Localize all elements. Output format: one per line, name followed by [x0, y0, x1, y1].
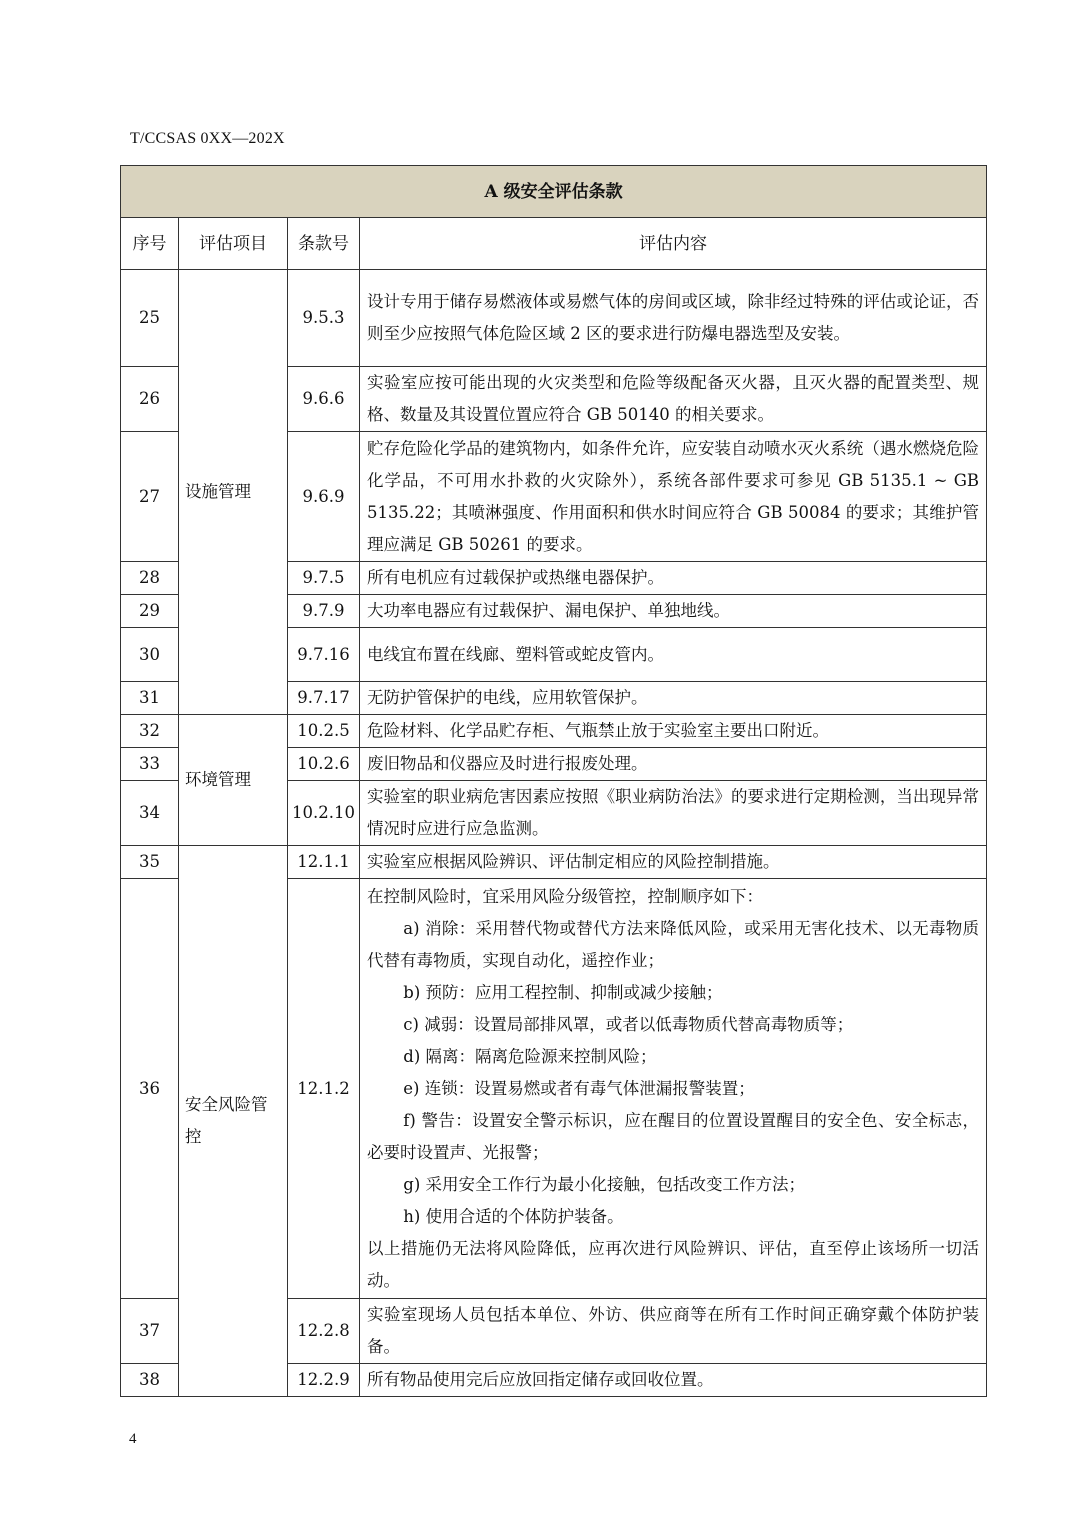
- table-row: [121, 715, 987, 748]
- content-paragraph: d) 隔离：隔离危险源来控制风险；: [403, 1046, 657, 1066]
- table-title-row: [121, 166, 987, 218]
- document-id: T/CCSAS 0XX—202X: [130, 130, 285, 147]
- page-number: 4: [129, 1431, 137, 1447]
- content-cell: [360, 1299, 987, 1364]
- content-cell: [360, 682, 987, 715]
- category-cell: 设施管理: [179, 270, 288, 715]
- clause-number: 10.2.5: [288, 715, 360, 748]
- column-header-clause: 条款号: [288, 218, 360, 270]
- content-cell: [360, 879, 987, 1299]
- content-cell: [360, 562, 987, 595]
- table-title: A 级安全评估条款: [121, 166, 987, 218]
- row-number: 36: [121, 879, 179, 1299]
- content-paragraph: 电线宜布置在线廊、塑料管或蛇皮管内。: [367, 644, 664, 664]
- content-paragraph: 所有物品使用完后应放回指定储存或回收位置。: [367, 1370, 714, 1389]
- content-cell: [360, 367, 987, 432]
- clause-number: 10.2.6: [288, 748, 360, 781]
- row-number: 34: [121, 781, 179, 846]
- clause-number: 9.6.6: [288, 367, 360, 432]
- row-number: 38: [121, 1364, 179, 1397]
- clause-number: 9.7.17: [288, 682, 360, 715]
- column-header-no: 序号: [121, 218, 179, 270]
- row-number: 26: [121, 367, 179, 432]
- clause-number: 10.2.10: [288, 781, 360, 846]
- content-paragraph: e) 连锁：设置易燃或者有毒气体泄漏报警装置；: [403, 1078, 755, 1098]
- clause-number: 9.5.3: [288, 270, 360, 367]
- content-cell: [360, 781, 987, 846]
- row-number: 30: [121, 628, 179, 682]
- clause-number: 9.6.9: [288, 432, 360, 562]
- content-paragraph: h) 使用合适的个体防护装备。: [403, 1206, 624, 1226]
- clause-number: 12.2.9: [288, 1364, 360, 1397]
- row-number: 25: [121, 270, 179, 367]
- content-paragraph: a) 消除：采用替代物或替代方法来降低风险，或采用无害化技术、以无毒物质代替有毒物质，实现自动化，遥控作业；: [367, 918, 980, 970]
- clause-number: 9.7.16: [288, 628, 360, 682]
- content-cell: [360, 628, 987, 682]
- row-number: 37: [121, 1299, 179, 1364]
- clause-number: 12.1.2: [288, 879, 360, 1299]
- content-paragraph: 实验室应根据风险辨识、评估制定相应的风险控制措施。: [367, 852, 780, 871]
- clause-number: 12.2.8: [288, 1299, 360, 1364]
- row-number: 27: [121, 432, 179, 562]
- evaluation-table: [120, 165, 987, 1397]
- content-paragraph: 设计专用于储存易燃液体或易燃气体的房间或区域，除非经过特殊的评估或论证，否则至少应按照气体危险区域 2 区的要求进行防爆电器选型及安装。: [367, 292, 980, 343]
- content-paragraph: 贮存危险化学品的建筑物内，如条件允许，应安装自动喷水灭火系统（遇水燃烧危险化学品，不可用水扑救的火灾除外），系统各部件要求可参见 GB 5135.1 ~ GB 5135.22；其喷淋强度、作用面积和供水时间应符合 GB 50084 的要求；其维护管理应满足 GB 50261 的要求。: [367, 438, 980, 554]
- content-paragraph: b) 预防：应用工程控制、抑制或减少接触；: [403, 982, 723, 1002]
- row-number: 29: [121, 595, 179, 628]
- category-cell: 环境管理: [179, 715, 288, 846]
- content-paragraph: 无防护管保护的电线，应用软管保护。: [367, 688, 648, 707]
- table-row: [121, 270, 987, 367]
- row-number: 32: [121, 715, 179, 748]
- column-header-content: 评估内容: [360, 218, 987, 270]
- content-cell: [360, 595, 987, 628]
- row-number: 31: [121, 682, 179, 715]
- content-cell: [360, 270, 987, 367]
- row-number: 33: [121, 748, 179, 781]
- content-paragraph: 大功率电器应有过载保护、漏电保护、单独地线。: [367, 601, 730, 620]
- row-number: 28: [121, 562, 179, 595]
- content-paragraph: 废旧物品和仪器应及时进行报废处理。: [367, 754, 648, 773]
- content-paragraph: c) 减弱：设置局部排风罩，或者以低毒物质代替高毒物质等；: [403, 1014, 854, 1034]
- content-paragraph: 实验室现场人员包括本单位、外访、供应商等在所有工作时间正确穿戴个体防护装备。: [367, 1305, 980, 1356]
- table-header-row: [121, 218, 987, 270]
- column-header-item: 评估项目: [179, 218, 288, 270]
- content-paragraph: 实验室应按可能出现的火灾类型和危险等级配备灭火器，且灭火器的配置类型、规格、数量及其设置位置应符合 GB 50140 的相关要求。: [367, 373, 980, 424]
- content-paragraph: 在控制风险时，宜采用风险分级管控，控制顺序如下：: [367, 886, 763, 906]
- content-cell: [360, 846, 987, 879]
- content-paragraph: 以上措施仍无法将风险降低，应再次进行风险辨识、评估，直至停止该场所一切活动。: [367, 1238, 980, 1290]
- content-cell: [360, 748, 987, 781]
- clause-number: 9.7.5: [288, 562, 360, 595]
- table-row: [121, 846, 987, 879]
- content-paragraph: 危险材料、化学品贮存柜、气瓶禁止放于实验室主要出口附近。: [367, 721, 829, 740]
- content-cell: [360, 715, 987, 748]
- content-paragraph: 实验室的职业病危害因素应按照《职业病防治法》的要求进行定期检测，当出现异常情况时应进行应急监测。: [367, 787, 980, 838]
- clause-number: 9.7.9: [288, 595, 360, 628]
- content-paragraph: g) 采用安全工作行为最小化接触，包括改变工作方法；: [403, 1174, 806, 1194]
- content-cell: [360, 1364, 987, 1397]
- content-paragraph: 所有电机应有过载保护或热继电器保护。: [367, 568, 664, 587]
- row-number: 35: [121, 846, 179, 879]
- content-cell: [360, 432, 987, 562]
- category-cell: 安全风险管控: [179, 846, 288, 1397]
- clause-number: 12.1.1: [288, 846, 360, 879]
- content-paragraph: f) 警告：设置安全警示标识，应在醒目的位置设置醒目的安全色、安全标志，必要时设置声、光报警；: [367, 1110, 980, 1162]
